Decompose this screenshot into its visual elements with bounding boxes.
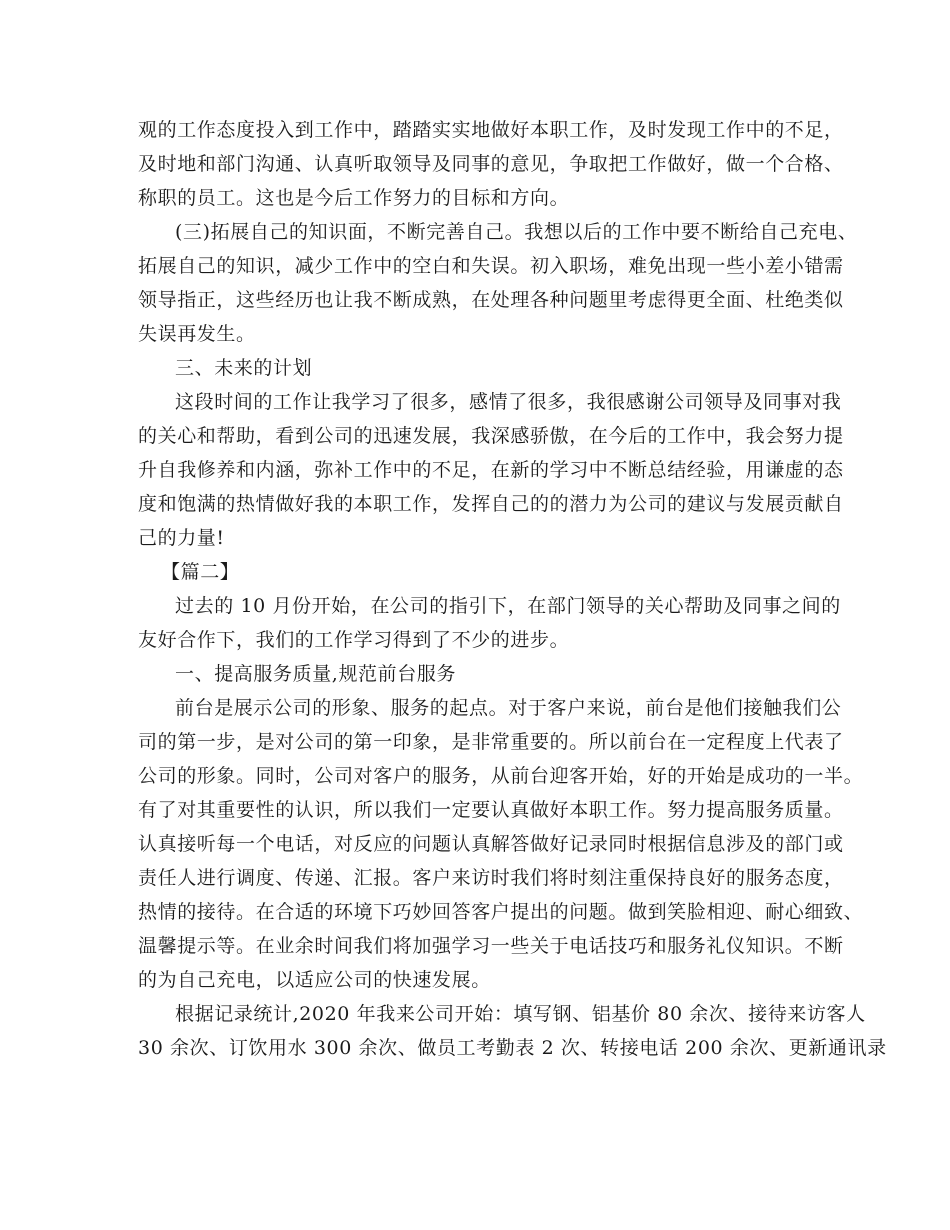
- text-line: 拓展自己的知识，减少工作中的空白和失误。初入职场，难免出现一些小差小错需: [138, 255, 844, 277]
- paragraph-start: 这段时间的工作让我学习了很多，感情了很多，我很感谢公司领导及同事对我: [175, 391, 842, 413]
- text-line: 司的第一步，是对公司的第一印象，是非常重要的。所以前台在一定程度上代表了: [138, 731, 844, 753]
- paragraph-start: 过去的 10 月份开始，在公司的指引下，在部门领导的关心帮助及同事之间的: [175, 595, 841, 617]
- paragraph-start: 前台是展示公司的形象、服务的起点。对于客户来说，前台是他们接触我们公: [175, 697, 842, 719]
- text-line: 友好合作下，我们的工作学习得到了不少的进步。: [138, 629, 570, 651]
- text-line: 升自我修养和内涵，弥补工作中的不足，在新的学习中不断总结经验，用谦虚的态: [138, 459, 844, 481]
- section-heading: 三、未来的计划: [175, 357, 313, 379]
- text-line: 责任人进行调度、传递、汇报。客户来访时我们将时刻注重保持良好的服务态度，: [138, 867, 844, 889]
- chapter-heading: 【篇二】: [161, 561, 240, 583]
- section-heading: 一、提高服务质量,规范前台服务: [175, 663, 457, 685]
- text-line: 领导指正，这些经历也让我不断成熟，在处理各种问题里考虑得更全面、杜绝类似: [138, 289, 844, 311]
- text-line: 度和饱满的热情做好我的本职工作，发挥自己的的潜力为公司的建议与发展贡献自: [138, 493, 844, 515]
- text-line: 称职的员工。这也是今后工作努力的目标和方向。: [138, 187, 570, 209]
- text-line: 的关心和帮助，看到公司的迅速发展，我深感骄傲，在今后的工作中，我会努力提: [138, 425, 844, 447]
- subsection-heading: (三)拓展自己的知识面，不断完善自己。我想以后的工作中要不断给自己充电、: [175, 221, 858, 243]
- text-line: 30 余次、订饮用水 300 余次、做员工考勤表 2 次、转接电话 200 余次、更新通讯录: [138, 1037, 887, 1059]
- text-line: 公司的形象。同时，公司对客户的服务，从前台迎客开始，好的开始是成功的一半。: [138, 765, 864, 787]
- text-line: 及时地和部门沟通、认真听取领导及同事的意见，争取把工作做好，做一个合格、: [138, 153, 844, 175]
- text-line: 温馨提示等。在业余时间我们将加强学习一些关于电话技巧和服务礼仪知识。不断: [138, 935, 844, 957]
- paragraph-start: 根据记录统计,2020 年我来公司开始：填写钢、铝基价 80 余次、接待来访客人: [175, 1003, 866, 1025]
- text-line: 有了对其重要性的认识，所以我们一定要认真做好本职工作。努力提高服务质量。: [138, 799, 844, 821]
- text-line: 的为自己充电，以适应公司的快速发展。: [138, 969, 491, 991]
- text-line: 热情的接待。在合适的环境下巧妙回答客户提出的问题。做到笑脸相迎、耐心细致、: [138, 901, 864, 923]
- text-line: 认真接听每一个电话，对反应的问题认真解答做好记录同时根据信息涉及的部门或: [138, 833, 844, 855]
- text-line: 己的力量!: [138, 527, 225, 549]
- text-line: 失误再发生。: [138, 323, 256, 345]
- text-line: 观的工作态度投入到工作中，踏踏实实地做好本职工作，及时发现工作中的不足，: [138, 119, 844, 141]
